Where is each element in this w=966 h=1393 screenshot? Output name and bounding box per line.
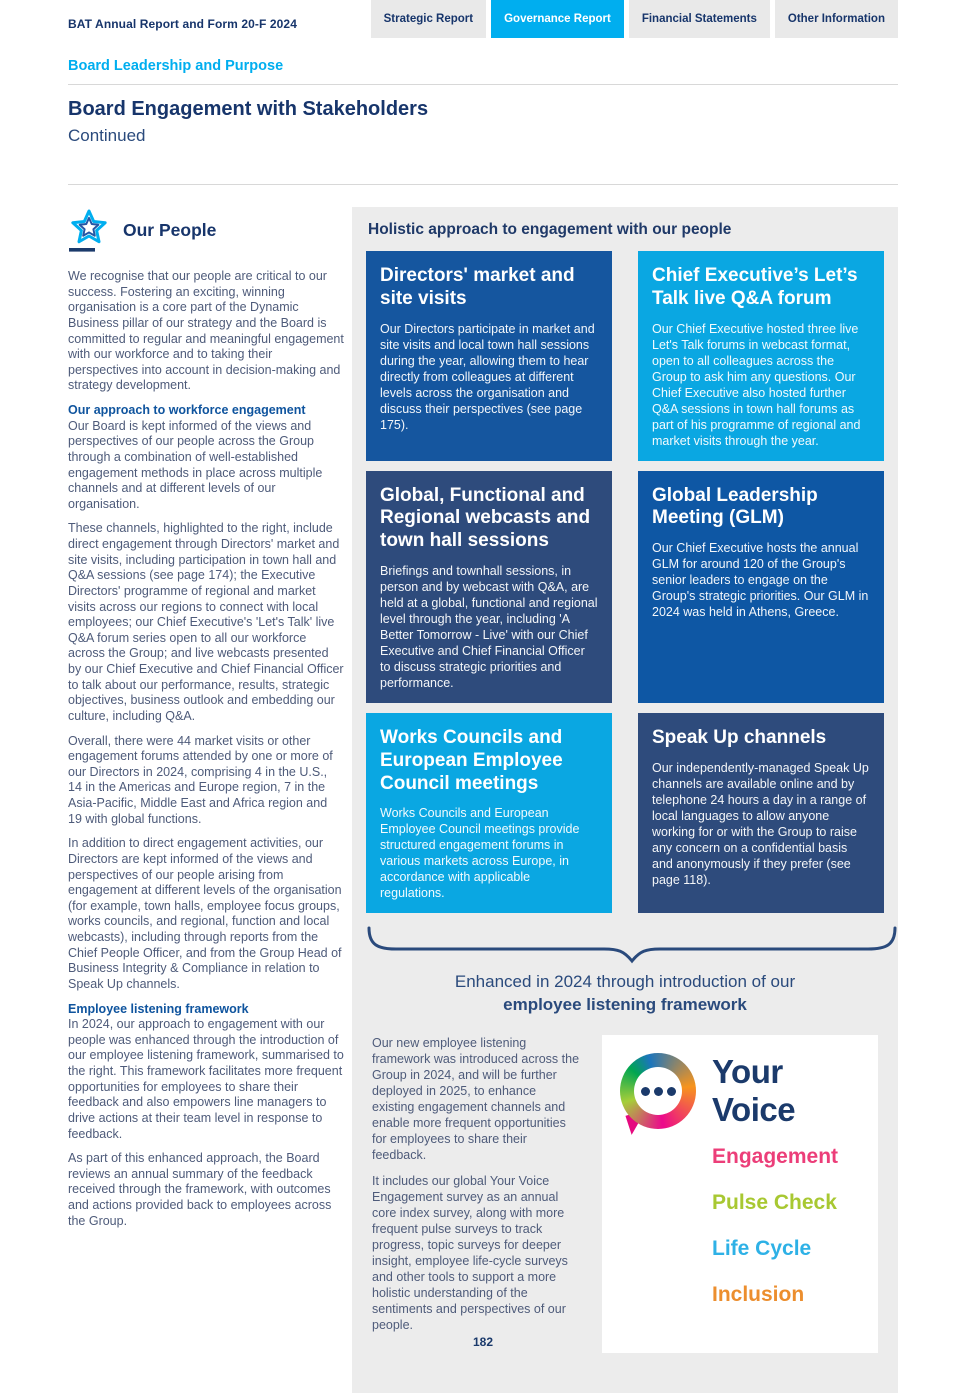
- divider: [68, 84, 898, 85]
- subheading-employee-listening: Employee listening framework: [68, 1001, 249, 1016]
- card-body: Our independently-managed Speak Up channels are available online and by telephone 24 hours a day in a range of local languages to allow anyone working for or with the Group to raise any concern on a confidential basis and anonymously if they prefer (see page 118).: [652, 760, 869, 887]
- card-title: Directors' market and site visits: [380, 265, 575, 309]
- paragraph: Our Board is kept informed of the views and perspectives of our people across the Group through a combination of well-established engagement methods in place across multiple channels and at different levels of our organisation.: [68, 418, 323, 511]
- card-body: Works Councils and European Employee Council meetings provide structured engagement forums in various markets across Europe, in accordance with applicable regulations.: [380, 806, 580, 901]
- paragraph: As part of this enhanced approach, the Board reviews an annual summary of the feedback received through the framework, with outcomes and actions provided back to employees across the Group.: [68, 1151, 332, 1228]
- page-number: 182: [472, 1335, 494, 1349]
- card-title: Speak Up channels: [652, 726, 827, 748]
- dot: [654, 1087, 663, 1096]
- your-voice-brand: Your Voice: [712, 1053, 796, 1129]
- listening-framework-section: [366, 1035, 884, 1353]
- panel-title: Holistic approach to engagement with our people: [368, 221, 732, 238]
- paragraph: Our new employee listening framework was introduced across the Group in 2024, and will be further deployed in 2025, to enhance existing engagement channels and enable more frequent opportunities for employees to share their feedback.: [372, 1036, 580, 1163]
- engagement-panel: [352, 207, 898, 1393]
- enhanced-heading: [366, 971, 884, 1017]
- our-people-heading: [68, 207, 344, 253]
- engagement-cards-grid: [366, 251, 884, 913]
- left-column: [68, 207, 344, 1238]
- paragraph: Overall, there were 44 market visits or other engagement forums attended by one or more of our Directors in 2024, comprising 4 in the U.S., 14 in the Americas and Europe region, 7 in the Asia-Pacific, Middle East and Africa region and 19 with global functions.: [68, 733, 333, 826]
- card-title: Global Leadership Meeting (GLM): [652, 484, 818, 529]
- card-body: Our Chief Executive hosts the annual GLM for around 120 of the Group's senior leaders to engage on the Group's strategic priorities. Our GLM in 2024 was held in Athens, Greece.: [652, 541, 869, 620]
- card-speak-up-channels: [638, 713, 884, 913]
- dot: [667, 1087, 676, 1096]
- your-voice-logo-icon: [620, 1053, 696, 1129]
- card-body: Our Chief Executive hosted three live Let's Talk forums in webcast format, open to all colleagues across the Group to ask him any questions. Our Chief Executive also hosted further Q&A sessions in town hall forums as part of his programme of regional and market visits through the year.: [652, 321, 861, 448]
- nav-tabs: [371, 0, 898, 38]
- top-bar: [0, 0, 966, 38]
- framework-text: [372, 1035, 580, 1353]
- card-body: Briefings and townhall sessions, in person and by webcast with Q&A, are held at a global, functional and regional level through the year, including 'A Better Tomorrow - Live' with our Chief Executive and Chief Financial Officer to discuss strategic priorities and performance.: [380, 563, 598, 690]
- your-voice-items: [712, 1145, 860, 1307]
- card-title: Works Councils and European Employee Council meetings: [380, 726, 563, 794]
- brace-graphic: [366, 925, 898, 965]
- card-lets-talk-forum: [638, 251, 884, 461]
- your-voice-header: [620, 1053, 860, 1129]
- tab-strategic-report[interactable]: Strategic Report: [371, 0, 486, 38]
- main-content: [0, 185, 966, 1393]
- card-global-leadership-meeting: [638, 471, 884, 703]
- dot: [641, 1087, 650, 1096]
- page-title: Board Engagement with Stakeholders: [68, 98, 429, 120]
- subheading-workforce-engagement: Our approach to workforce engagement: [68, 403, 306, 417]
- card-directors-market-visits: [366, 251, 612, 461]
- card-works-councils: [366, 713, 612, 913]
- paragraph: We recognise that our people are critical to our success. Fostering an exciting, winning organisation is a core part of the Dynamic Business pillar of our strategy and the Board is committed to regular and meaningful engagement with our workforce and to taking their perspectives into account in decision-making and strategy development.: [68, 269, 344, 393]
- card-webcasts-townhalls: [366, 471, 612, 703]
- star-icon: [68, 207, 110, 253]
- voice-item-life-cycle: Life Cycle: [712, 1237, 812, 1261]
- tab-other-information[interactable]: Other Information: [775, 0, 898, 38]
- page-subtitle: Continued: [68, 126, 146, 145]
- paragraph: These channels, highlighted to the right, include direct engagement through Directors' market and site visits, including participation in town hall and Q&A sessions (see page 174); the Executive Directors' programme of regional and market visits across our regions to connect with local employees; our Chief Executive's 'Let's Talk' live Q&A forum series open to all our workforce across the Group; and live webcasts presented by our Chief Executive and Chief Financial Officer to talk about our performance, results, strategic objectives, business outlook and embedding our culture, including Q&A.: [68, 521, 344, 723]
- card-title: Global, Functional and Regional webcasts and town hall sessions: [380, 484, 591, 552]
- our-people-title: Our People: [123, 219, 217, 240]
- paragraph: In addition to direct engagement activities, our Directors are kept informed of the views and perspectives of our people arising from engagement at different levels of the organisation (for example, town halls, employee focus groups, works councils, and regional, function and local webcasts), including through reports from the Chief People Officer, and from the Group Head of Business Integrity & Compliance in relation to Speak Up channels.: [68, 836, 342, 991]
- speech-bubble: [634, 1067, 682, 1115]
- report-title: BAT Annual Report and Form 20-F 2024: [68, 17, 297, 31]
- enhanced-line2: employee listening framework: [503, 995, 747, 1015]
- enhanced-line1: Enhanced in 2024 through introduction of our: [454, 972, 796, 992]
- paragraph: In 2024, our approach to engagement with our people was enhanced through the introduction of our employee listening framework, summarised to the right. This framework facilitates more frequent opportunities for employees to share their feedback and also empowers line managers to drive actions at their team level in response to feedback.: [68, 1017, 344, 1141]
- voice-item-engagement: Engagement: [712, 1145, 839, 1169]
- card-body: Our Directors participate in market and site visits and local town hall sessions during the year, allowing them to hear directly from colleagues at different levels across the organisation and discuss their perspectives (see page 175).: [380, 321, 595, 432]
- voice-item-inclusion: Inclusion: [712, 1283, 805, 1307]
- card-title: Chief Executive’s Let’s Talk live Q&A forum: [652, 265, 858, 309]
- section-label: Board Leadership and Purpose: [68, 58, 284, 74]
- tab-governance-report[interactable]: Governance Report: [491, 0, 624, 38]
- voice-item-pulse-check: Pulse Check: [712, 1191, 837, 1215]
- paragraph: It includes our global Your Voice Engagement survey as an annual core index survey, along with more frequent pulse surveys to track progress, topic surveys for deeper insight, employee life-cycle surveys and other tools to support a more holistic understanding of the sentiments and perspectives of our people.: [372, 1174, 568, 1333]
- tab-financial-statements[interactable]: Financial Statements: [629, 0, 770, 38]
- your-voice-box: [602, 1035, 878, 1353]
